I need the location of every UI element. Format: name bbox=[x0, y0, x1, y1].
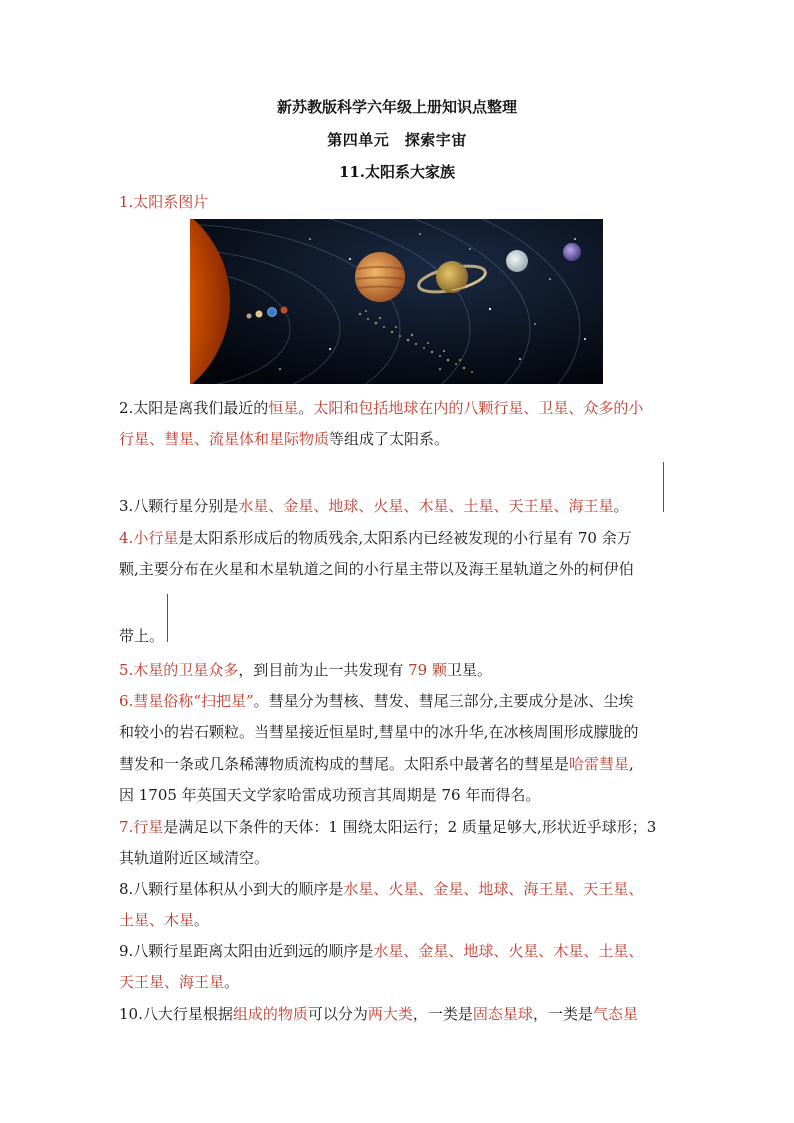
section-2-line-2: 行星、彗星、流星体和星际物质等组成了太阳系。 bbox=[119, 430, 450, 448]
section-4-line-1: 4.小行星是太阳系形成后的物质残余,太阳系内已经被发现的小行星有 70 余万 bbox=[119, 529, 632, 547]
planet-name: 海王星 bbox=[568, 497, 614, 515]
planet-name: 水星 bbox=[238, 497, 269, 515]
planet-separator: 、 bbox=[448, 497, 464, 515]
section-6-line-1: 6.彗星俗称“扫把星”。彗星分为彗核、彗发、彗尾三部分,主要成分是冰、尘埃 bbox=[119, 692, 634, 710]
section-7-line-2: 其轨道附近区域清空。 bbox=[119, 849, 270, 867]
planet-separator: 、 bbox=[553, 497, 569, 515]
lesson-title: 11.太阳系大家族 bbox=[338, 163, 456, 181]
section-9-line-2: 天王星、海王星。 bbox=[119, 973, 240, 991]
section-6-line-3: 彗发和一条或几条稀薄物质流构成的彗尾。太阳系中最著名的彗星是哈雷彗星, bbox=[119, 755, 634, 773]
planet-name: 木星 bbox=[418, 497, 449, 515]
section-3-line: 3.八颗行星分别是水星、金星、地球、火星、木星、土星、天王星、海王星。 bbox=[119, 497, 629, 515]
section-10-line: 10.八大行星根据组成的物质可以分为两大类，一类是固态星球，一类是气态星 bbox=[119, 1005, 638, 1023]
section-6-line-2: 和较小的岩石颗粒。当彗星接近恒星时,彗星中的冰升华,在冰核周围形成朦胧的 bbox=[119, 723, 639, 741]
section-7-line-1: 7.行星是满足以下条件的天体：1 围绕太阳运行；2 质量足够大,形状近乎球形；3 bbox=[119, 818, 657, 836]
margin-bar bbox=[167, 594, 168, 642]
solar-system-image bbox=[190, 219, 603, 384]
planet-name: 天王星 bbox=[508, 497, 554, 515]
section-8-line-2: 土星、木星。 bbox=[119, 911, 210, 929]
planet-separator: 、 bbox=[493, 497, 509, 515]
planet-list bbox=[238, 497, 613, 515]
planet-separator: 、 bbox=[268, 497, 284, 515]
planet-name: 金星 bbox=[283, 497, 314, 515]
section-4-line-2: 颗,主要分布在火星和木星轨道之间的小行星主带以及海王星轨道之外的柯伊伯 bbox=[119, 560, 634, 578]
planet-separator: 、 bbox=[313, 497, 329, 515]
section-8-line-1: 8.八颗行星体积从小到大的顺序是水星、火星、金星、地球、海王星、天王星、 bbox=[119, 880, 644, 898]
planet-separator: 、 bbox=[403, 497, 419, 515]
planet-name: 火星 bbox=[373, 497, 404, 515]
section-6-line-4: 因 1705 年英国天文学家哈雷成功预言其周期是 76 年而得名。 bbox=[119, 786, 541, 804]
section-5-line: 5.木星的卫星众多，到目前为止一共发现有 79 颗卫星。 bbox=[119, 661, 492, 679]
unit-title: 第四单元 探索宇宙 bbox=[327, 131, 467, 149]
planet-name: 土星 bbox=[463, 497, 494, 515]
planet-name: 地球 bbox=[328, 497, 359, 515]
document-title: 新苏教版科学六年级上册知识点整理 bbox=[276, 98, 517, 116]
margin-bar bbox=[663, 462, 664, 512]
section-9-line-1: 9.八颗行星距离太阳由近到远的顺序是水星、金星、地球、火星、木星、土星、 bbox=[119, 942, 644, 960]
section-4-line-3: 带上。 bbox=[119, 627, 165, 645]
section-1-heading: 1.太阳系图片 bbox=[119, 193, 209, 211]
planet-separator: 、 bbox=[358, 497, 374, 515]
section-2-line-1: 2.太阳是离我们最近的恒星。太阳和包括地球在内的八颗行星、卫星、众多的小 bbox=[119, 399, 644, 417]
